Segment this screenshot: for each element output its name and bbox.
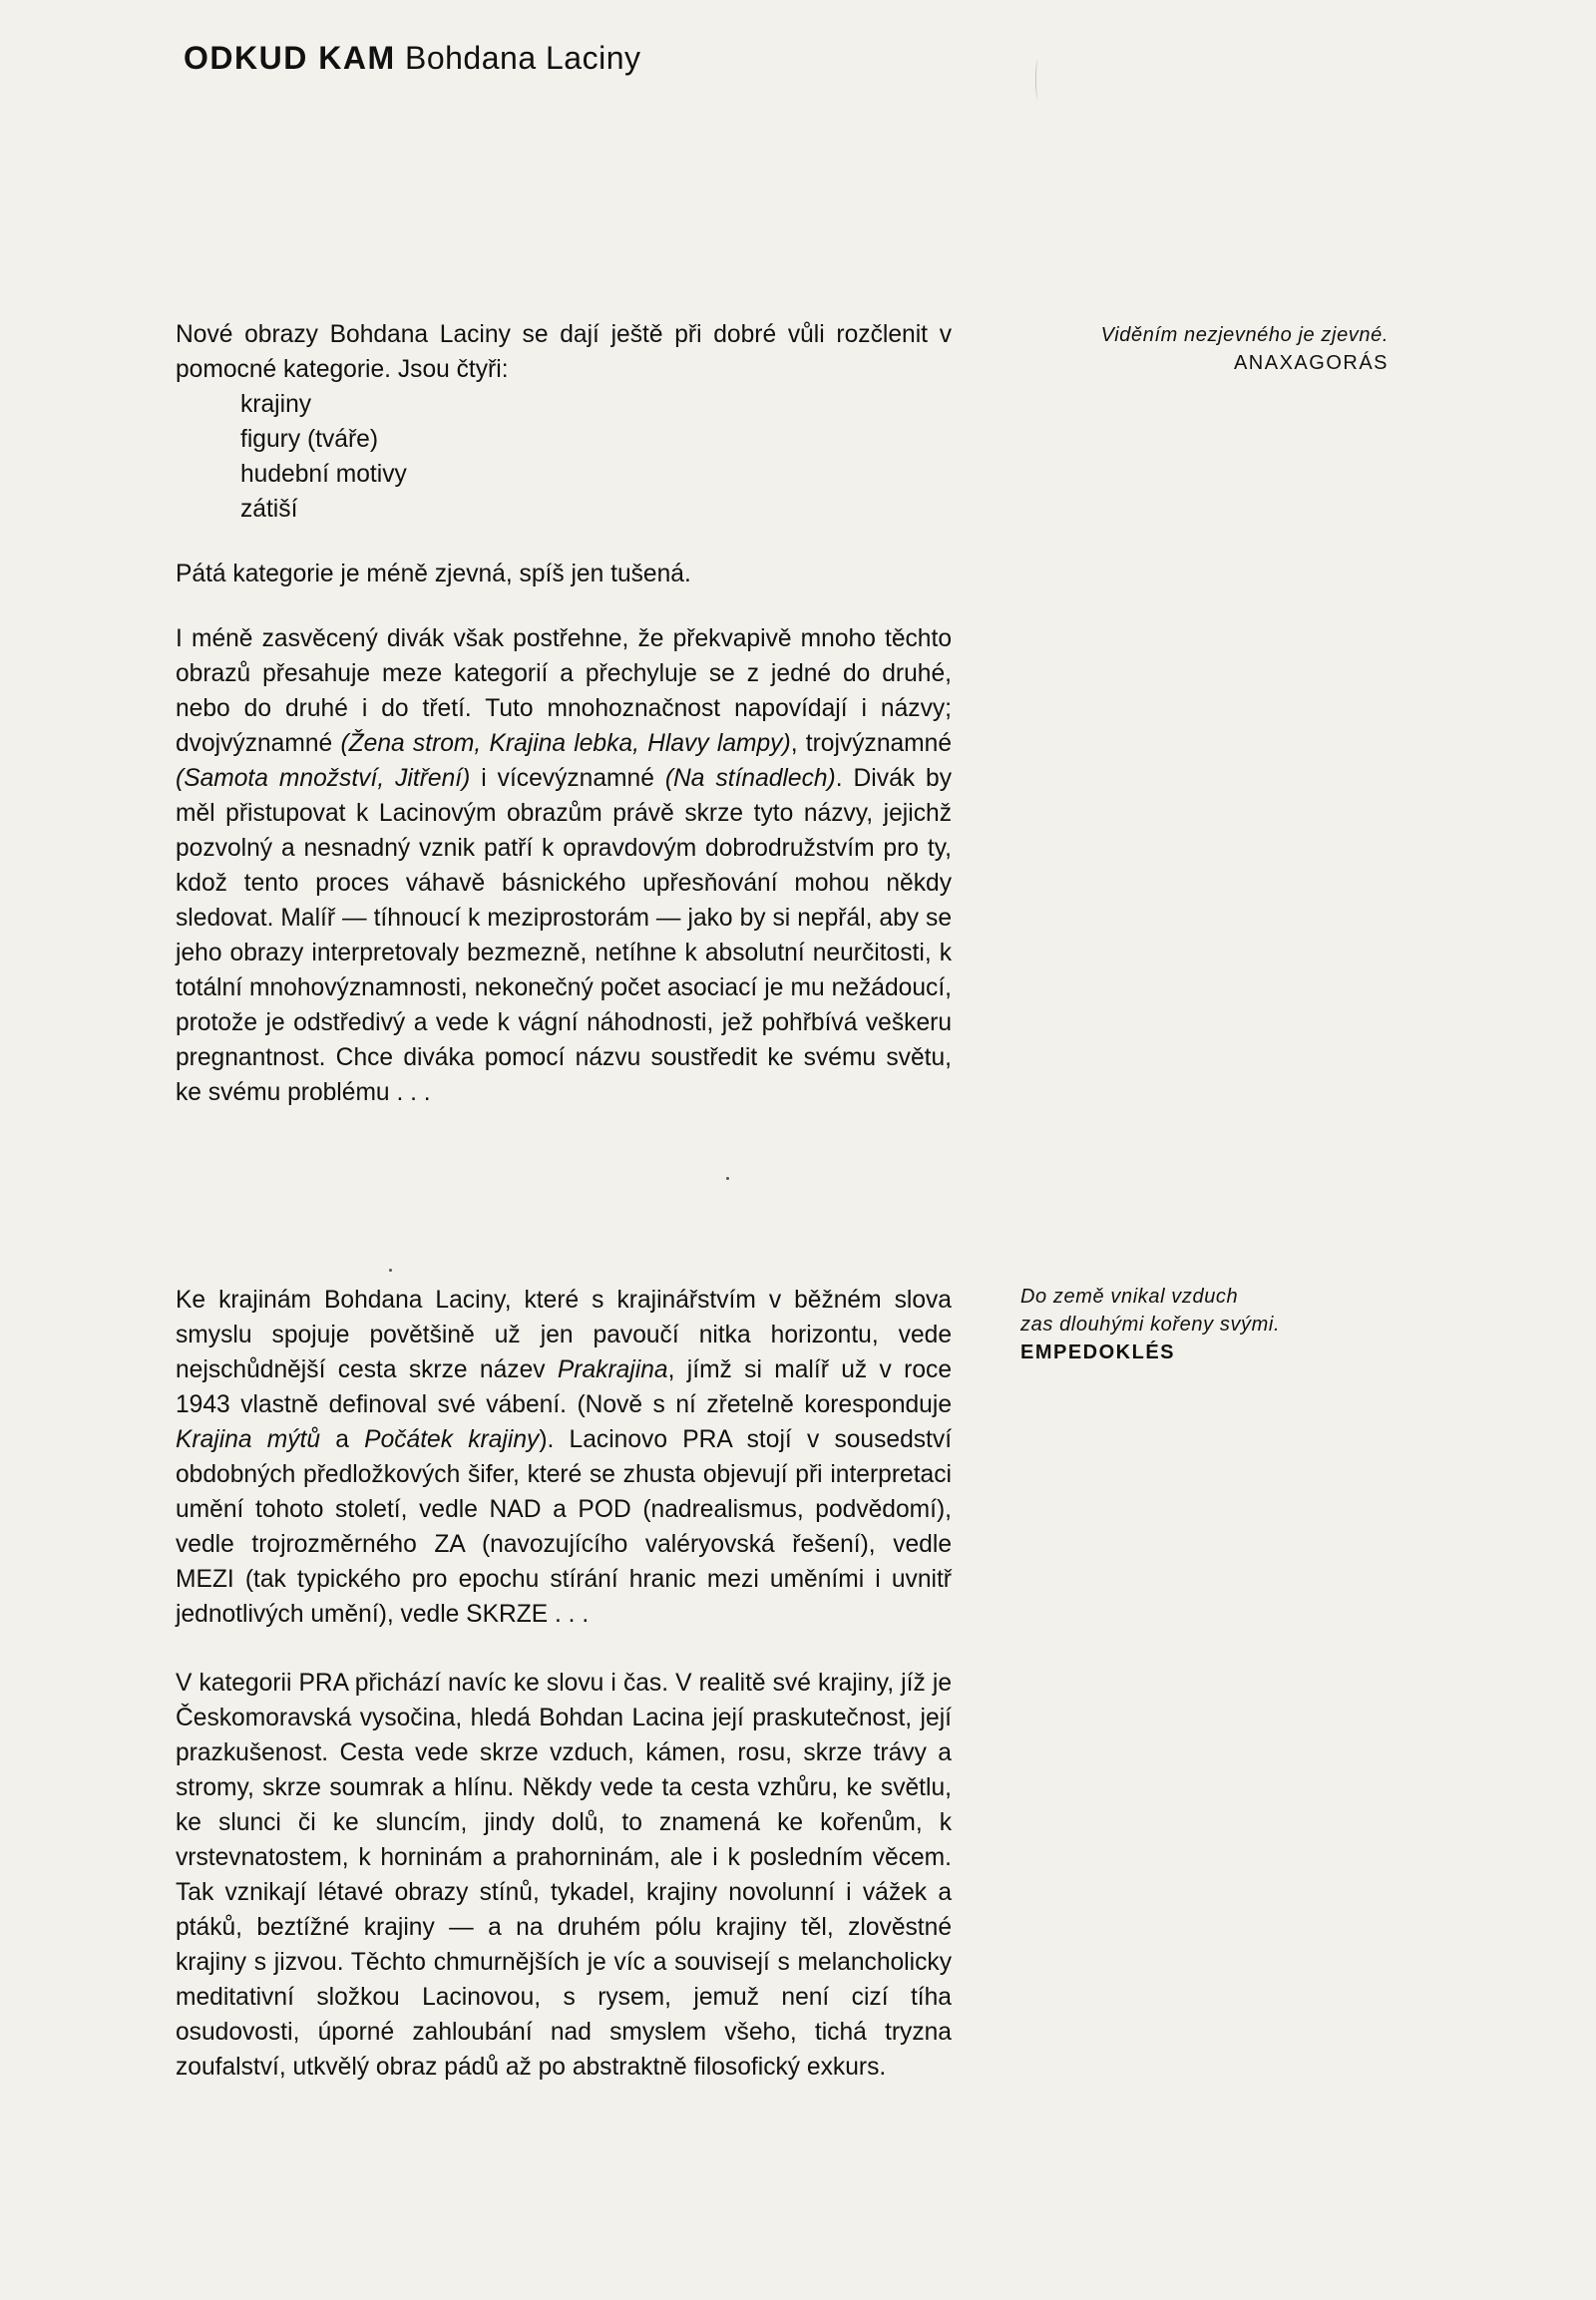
paragraph-prakrajina: [176, 1283, 952, 1632]
spacer: [176, 1632, 952, 1666]
paragraph-ambiguity: [176, 621, 952, 1110]
header-title-rest: Bohdana Laciny: [404, 40, 641, 76]
section-landscapes: [176, 1283, 952, 2085]
motto-quote-line: zas dlouhými kořeny svými.: [1020, 1314, 1281, 1336]
motto-empedokles: [1020, 1283, 1280, 1366]
motto-author: EMPEDOKLÉS: [1020, 1342, 1176, 1363]
category-item: figury (tváře): [240, 426, 379, 453]
titles-multi: (Na stínadlech): [664, 765, 836, 792]
text: i vícevýznamné: [470, 765, 665, 792]
text: ). Lacinovo PRA stojí v sousedství obdobných předložkových šifer, které se zhusta objevují při interpretaci umění tohoto století, vedle NAD a POD (nadrealismus, podvědomí), vedle trojrozměrného ZA (navozujícího valéryovská řešení), vedle MEZI (tak typického pro epochu stírání hranic mezi uměními i uvnitř jednotlivých umění), vedle SKRZE . . .: [176, 1426, 953, 1628]
category-item: hudební motivy: [240, 461, 407, 488]
text: Ke krajinám Bohdana Laciny, které s krajinářstvím v běžném slova smyslu spojuje povětšině už jen pavoučí nitka horizontu, vede nejschůdnější cesta skrze název: [176, 1287, 952, 1383]
motto-author: ANAXAGORÁS: [1233, 352, 1389, 374]
titles-triple: (Samota množství, Jitření): [176, 765, 471, 792]
text: , jímž si malíř už v roce 1943 vlastně definoval své vábení. (Nově s ní zřetelně koresponduje: [176, 1356, 952, 1418]
header-title-bold: ODKUD KAM: [184, 40, 396, 76]
paragraph-fifth-category: Pátá kategorie je méně zjevná, spíš jen tušená.: [176, 561, 691, 587]
title-prakrajina: Prakrajina: [557, 1356, 668, 1383]
page-header: [184, 40, 641, 77]
title-pocatek-krajiny: Počátek krajiny: [364, 1426, 540, 1453]
text: , trojvýznamné: [790, 730, 953, 757]
spacer: [176, 527, 952, 557]
text: a: [320, 1426, 365, 1453]
speck: [726, 1177, 729, 1180]
category-list: [176, 387, 952, 527]
category-item: zátiší: [240, 496, 298, 523]
text: . Divák by měl přistupovat k Lacinovým obrazům právě skrze tyto názvy, jejichž pozvolný a nesnadný vznik patří k opravdovým dobrodružstvím pro ty, kdož tento proces váhavě básnického upřesňování mohou někdy sledovat. Malíř — tíhnoucí k meziprostorám — jako by si nepřál, aby se jeho obrazy interpretovaly bezmezně, netíhne k absolutní neurčitosti, k totální mnohovýznamnosti, nekonečný počet asociací je mu nežádoucí, protože je odstředivý a vede k vágní náhodnosti, jež pohřbívá veškeru pregnantnost. Chce diváka pomocí názvu soustředit ke svému světu, ke svému problému . . .: [176, 765, 952, 1106]
motto-quote-line: Do země vnikal vzduch: [1020, 1286, 1239, 1308]
text: I méně zasvěcený divák však postřehne, že překvapivě mnoho těchto obrazů přesahuje meze kategorií a přechyluje se z jedné do druhé, nebo do druhé i do třetí. Tuto mnohoznačnost napovídají i názvy; dvojvýznamné: [176, 625, 952, 757]
section-categories: [176, 317, 952, 1110]
spacer: [176, 591, 952, 621]
title-krajina-mytu: Krajina mýtů: [176, 1426, 321, 1453]
titles-double: (Žena strom, Krajina lebka, Hlavy lampy): [340, 730, 791, 757]
paragraph-intro: Nové obrazy Bohdana Laciny se dají ještě při dobré vůli rozčlenit v pomocné kategorie. Jsou čtyři:: [176, 321, 952, 383]
paragraph-time: V kategorii PRA přichází navíc ke slovu i čas. V realitě své krajiny, jíž je Českomoravská vysočina, hledá Bohdan Lacina její praskutečnost, její prazkušenost. Cesta vede skrze vzduch, kámen, rosu, skrze trávy a stromy, skrze soumrak a hlínu. Někdy vede ta cesta vzhůru, ke světlu, ke slunci či ke sluncím, jindy dolů, to znamená ke kořenům, k vrstevnatostem, k horninám a prahorninám, ale i k posledním věcem. Tak vznikají létavé obrazy stínů, tykadel, krajiny novolunní i vážek a ptáků, beztížné krajiny — a na druhém pólu krajiny těl, zlověstné krajiny s jizvou. Těchto chmurnějších je víc a souvisejí s melancholicky meditativní složkou Lacinovou, s rysem, jemuž není cizí tíha osudovosti, úporné zahloubání nad smyslem všeho, tichá tryzna zoufalství, utkvělý obraz pádů až po abstraktně filosofický exkurs.: [176, 1670, 952, 2081]
motto-anaxagoras: [1101, 321, 1389, 377]
pencil-mark: [1035, 60, 1040, 100]
category-item: krajiny: [240, 391, 312, 418]
motto-quote: Viděním nezjevného je zjevné.: [1100, 324, 1389, 346]
speck: [389, 1269, 392, 1272]
